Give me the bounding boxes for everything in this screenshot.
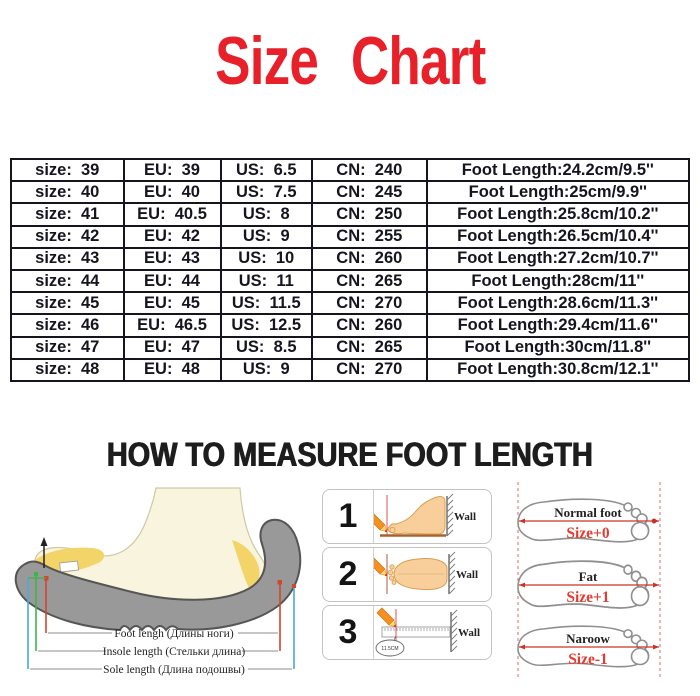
table-row <box>11 270 689 292</box>
eu-cell: EU: 47 <box>124 337 221 359</box>
measure-heading: HOW TO MEASURE FOOT LENGTH <box>107 436 593 474</box>
step-panel-2 <box>322 547 492 602</box>
cn-cell: CN: 245 <box>312 181 427 203</box>
eu-cell: EU: 48 <box>124 359 221 381</box>
foot-length-cell: Foot Length:28.6cm/11.3'' <box>427 292 689 314</box>
step-panel-1 <box>322 489 492 544</box>
foot-type-name: Naroow <box>566 631 610 646</box>
shoe-length-diagram <box>8 482 320 678</box>
cn-cell: CN: 255 <box>312 226 427 248</box>
step-illustration-3 <box>374 606 491 659</box>
table-row <box>11 181 689 203</box>
step-panel-3 <box>322 605 492 660</box>
cn-cell: CN: 270 <box>312 359 427 381</box>
size-cell: size: 40 <box>11 181 124 203</box>
cn-cell: CN: 260 <box>312 248 427 270</box>
foot-types-diagram <box>502 480 698 680</box>
us-cell: US: 6.5 <box>221 159 313 181</box>
size-cell: size: 41 <box>11 203 124 225</box>
insole-length-label: Insole length (Стельки длина) <box>102 646 246 658</box>
us-cell: US: 12.5 <box>221 314 313 336</box>
wall-label: Wall <box>456 569 479 581</box>
cn-cell: CN: 250 <box>312 203 427 225</box>
size-cell: size: 45 <box>11 292 124 314</box>
foot-length-cell: Foot Length:25cm/9.9'' <box>427 181 689 203</box>
us-cell: US: 11 <box>221 270 313 292</box>
cn-cell: CN: 270 <box>312 292 427 314</box>
cn-cell: CN: 240 <box>312 159 427 181</box>
toe-detail <box>390 527 395 532</box>
size-cell: size: 43 <box>11 248 124 270</box>
measure-value: 11.5CM <box>381 646 399 652</box>
measure-dot <box>652 519 657 524</box>
table-row <box>11 248 689 270</box>
size-cell: size: 42 <box>11 226 124 248</box>
size-cell: size: 46 <box>11 314 124 336</box>
eu-cell: EU: 39 <box>124 159 221 181</box>
size-cell: size: 47 <box>11 337 124 359</box>
cn-cell: CN: 260 <box>312 314 427 336</box>
page-title <box>0 23 700 99</box>
foot-length-label: Foot lengh (Длины ноги) <box>114 628 234 640</box>
foot-length-cell: Foot Length:30.8cm/12.1'' <box>427 359 689 381</box>
foot-length-cell: Foot Length:30cm/11.8'' <box>427 337 689 359</box>
us-cell: US: 9 <box>221 226 313 248</box>
step-1-art <box>374 490 488 542</box>
wall-icon <box>449 552 455 594</box>
us-cell: US: 7.5 <box>221 181 313 203</box>
foot-length-cell: Foot Length:25.8cm/10.2'' <box>427 203 689 225</box>
table-row <box>11 226 689 248</box>
eu-cell: EU: 42 <box>124 226 221 248</box>
size-cell: size: 39 <box>11 159 124 181</box>
pencil-icon <box>377 608 398 629</box>
us-cell: US: 9 <box>221 359 313 381</box>
table-row <box>11 314 689 336</box>
page-title-word-size: Size <box>214 23 318 99</box>
step-2-art <box>374 548 488 600</box>
foot-length-cell: Foot Length:26.5cm/10.4'' <box>427 226 689 248</box>
step-illustration-2 <box>374 548 491 601</box>
step-number: 2 <box>323 548 374 601</box>
foot-size-note: Size-1 <box>568 651 608 668</box>
us-cell: US: 11.5 <box>221 292 313 314</box>
foot-type-name: Fat <box>578 569 598 584</box>
eu-cell: EU: 43 <box>124 248 221 270</box>
foot-size-note: Size+1 <box>566 589 610 606</box>
sole-length-label: Sole length (Длина подошвы) <box>103 664 245 676</box>
wall-label: Wall <box>458 627 481 639</box>
eu-cell: EU: 44 <box>124 270 221 292</box>
marker-dot-red-right <box>278 580 283 585</box>
wall-icon <box>451 610 457 652</box>
size-cell: size: 48 <box>11 359 124 381</box>
wall-icon <box>447 494 453 536</box>
size-table <box>10 158 690 382</box>
wall-label: Wall <box>454 511 477 523</box>
eu-cell: EU: 46.5 <box>124 314 221 336</box>
arrowhead <box>653 583 659 588</box>
foot-size-note: Size+0 <box>566 525 610 542</box>
step-number: 3 <box>323 606 374 659</box>
measure-heading-row <box>0 436 700 475</box>
us-cell: US: 8.5 <box>221 337 313 359</box>
table-row <box>11 337 689 359</box>
step-illustration-1 <box>374 490 491 543</box>
foot-length-cell: Foot Length:29.4cm/11.6'' <box>427 314 689 336</box>
table-row <box>11 359 689 381</box>
cn-cell: CN: 265 <box>312 337 427 359</box>
foot-type-name: Normal foot <box>554 505 622 520</box>
cn-cell: CN: 265 <box>312 270 427 292</box>
ruler <box>382 627 450 637</box>
table-row <box>11 292 689 314</box>
foot-length-cell: Foot Length:24.2cm/9.5'' <box>427 159 689 181</box>
us-cell: US: 8 <box>221 203 313 225</box>
size-cell: size: 44 <box>11 270 124 292</box>
arrowhead <box>653 645 659 650</box>
table-row <box>11 203 689 225</box>
step-3-art <box>374 606 488 658</box>
foot-length-cell: Foot Length:27.2cm/10.7'' <box>427 248 689 270</box>
marker-dot-green <box>34 572 38 576</box>
eu-cell: EU: 45 <box>124 292 221 314</box>
table-row <box>11 159 689 181</box>
us-cell: US: 10 <box>221 248 313 270</box>
eu-cell: EU: 40.5 <box>124 203 221 225</box>
toe-notch <box>60 561 79 572</box>
step-number: 1 <box>323 490 374 543</box>
eu-cell: EU: 40 <box>124 181 221 203</box>
foot-side-shape <box>388 497 445 534</box>
marker-dot-red-right2 <box>292 584 296 588</box>
page-title-word-chart: Chart <box>350 23 486 99</box>
foot-length-cell: Foot Length:28cm/11'' <box>427 270 689 292</box>
